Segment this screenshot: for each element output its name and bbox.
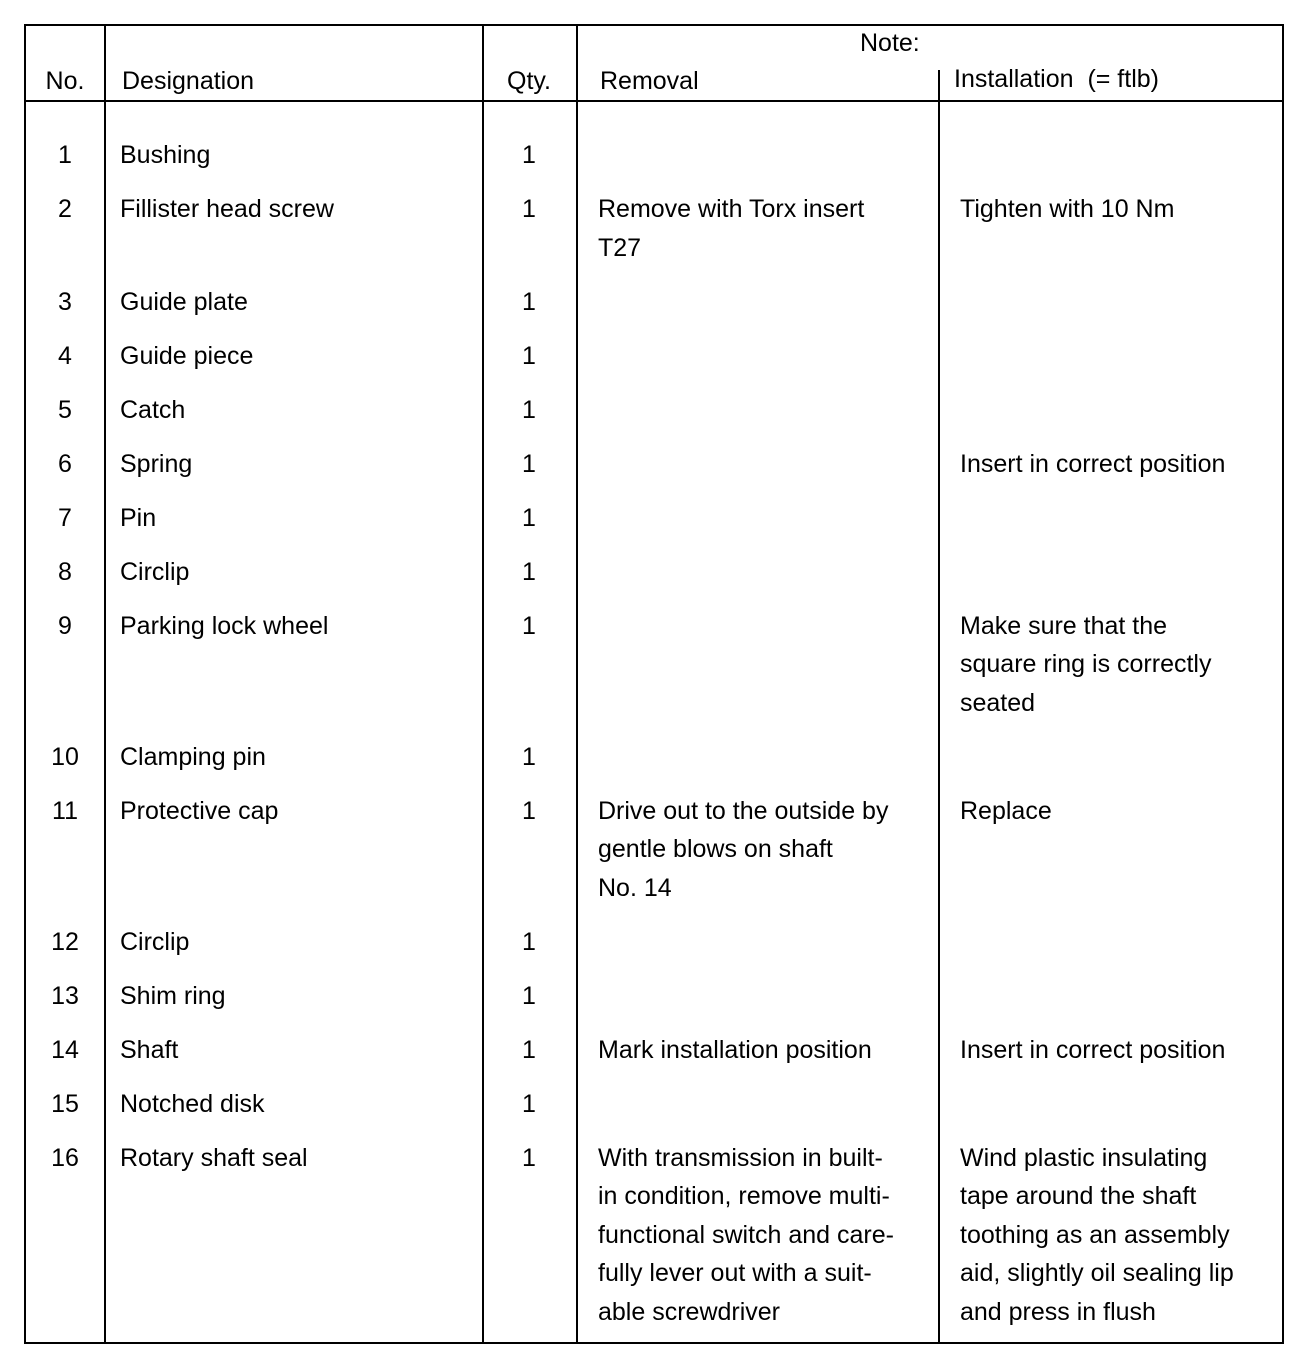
installation-note-line: Make sure that the [960,611,1168,640]
header-qty: Qty. [507,67,551,95]
header-designation: Designation [122,67,255,95]
row-number: 6 [58,449,72,478]
removal-note-line: Drive out to the outside by [598,796,889,825]
row-number: 12 [51,927,79,956]
installation-note-line: Tighten with 10 Nm [960,195,1175,223]
column-divider-no [104,26,106,1342]
removal-note-line: functional switch and care- [598,1220,894,1249]
row-quantity: 1 [522,927,536,956]
row-removal-note [598,1139,943,1332]
row-quantity: 1 [522,503,536,532]
row-designation: Guide piece [120,341,254,370]
row-designation: Parking lock wheel [120,611,329,640]
removal-note-line: No. 14 [598,873,672,902]
header-removal: Removal [600,67,699,95]
row-quantity: 1 [522,557,536,586]
installation-note-line: Replace [960,796,1052,825]
row-number: 5 [58,395,72,424]
header-installation-unit: (= ftlb) [1087,65,1159,93]
row-quantity: 1 [522,341,536,370]
installation-note-line: seated [960,688,1036,717]
installation-note-line: Insert in correct position [960,1035,1226,1064]
row-quantity: 1 [522,981,536,1010]
row-number: 8 [58,557,72,586]
row-number: 16 [51,1143,79,1172]
row-number: 4 [58,341,72,370]
row-number: 15 [51,1089,79,1118]
header-divider [26,100,1282,102]
row-designation: Spring [120,449,193,478]
row-quantity: 1 [522,141,536,169]
row-installation-note [960,792,1278,831]
row-removal-note [598,792,943,908]
installation-note-line: toothing as an assembly [960,1220,1230,1249]
row-designation: Notched disk [120,1089,265,1118]
row-installation-note [960,445,1278,484]
removal-note-line: in condition, remove multi- [598,1182,890,1210]
row-designation: Fillister head screw [120,195,334,223]
row-designation: Shaft [120,1035,179,1064]
row-designation: Clamping pin [120,742,266,771]
row-designation: Circlip [120,927,190,956]
header-note: Note: [860,29,920,57]
installation-note-line: aid, slightly oil sealing lip [960,1259,1234,1287]
installation-note-line: tape around the shaft [960,1182,1197,1210]
row-installation-note [960,607,1278,723]
row-quantity: 1 [522,796,536,825]
row-quantity: 1 [522,1035,536,1064]
row-quantity: 1 [522,611,536,640]
installation-note-line: Wind plastic insulating [960,1143,1208,1172]
row-number: 14 [51,1035,79,1064]
row-installation-note [960,1031,1278,1070]
row-quantity: 1 [522,195,536,223]
header-installation-label: Installation [954,65,1074,93]
row-number: 2 [58,195,72,223]
installation-note-line: and press in flush [960,1297,1156,1326]
row-quantity: 1 [522,287,536,316]
removal-note-line: Remove with Torx insert [598,195,865,223]
row-designation: Protective cap [120,796,279,825]
row-number: 13 [51,981,79,1010]
row-removal-note [598,190,943,267]
removal-note-line: gentle blows on shaft [598,835,833,863]
header-no: No. [45,67,85,95]
row-number: 10 [51,742,79,771]
row-quantity: 1 [522,1089,536,1118]
row-quantity: 1 [522,1143,536,1172]
row-quantity: 1 [522,395,536,424]
row-quantity: 1 [522,742,536,771]
row-removal-note [598,1031,943,1070]
row-number: 11 [52,796,78,825]
removal-note-line: able screwdriver [598,1297,781,1326]
row-designation: Rotary shaft seal [120,1143,308,1172]
installation-note-line: Insert in correct position [960,449,1226,478]
row-designation: Circlip [120,557,190,586]
removal-note-line: With transmission in built- [598,1143,883,1172]
installation-note-line: square ring is correctly [960,650,1212,678]
removal-note-line: fully lever out with a suit- [598,1259,872,1287]
parts-table [24,24,1284,1344]
row-installation-note [960,1139,1278,1332]
column-divider-qty [576,26,578,1342]
row-number: 9 [58,611,72,640]
row-number: 7 [58,503,72,532]
removal-note-line: T27 [598,233,642,262]
row-designation: Catch [120,395,186,424]
row-quantity: 1 [522,449,536,478]
row-designation: Guide plate [120,287,248,316]
removal-note-line: Mark installation position [598,1035,872,1064]
row-designation: Bushing [120,141,211,169]
row-installation-note [960,190,1278,229]
row-number: 1 [58,141,72,169]
row-number: 3 [58,287,72,316]
row-designation: Pin [120,503,157,532]
header-installation [954,64,1159,94]
row-designation: Shim ring [120,981,226,1010]
